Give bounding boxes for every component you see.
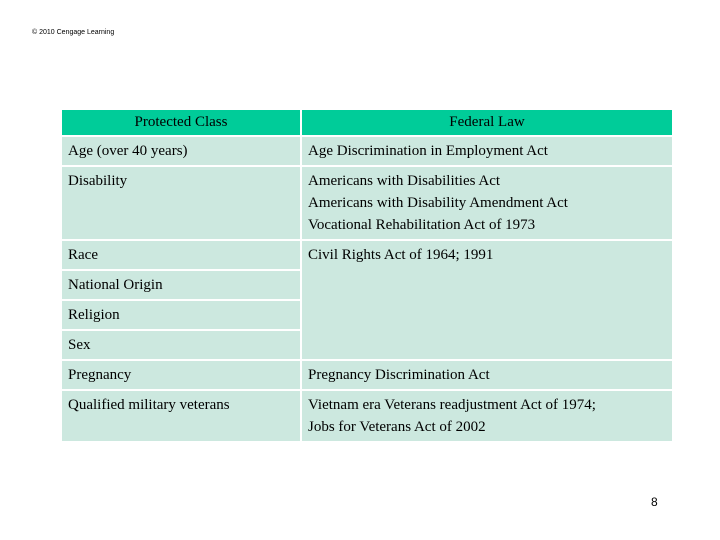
class-cell-national-origin: National Origin (62, 271, 300, 299)
table-header-row (62, 110, 672, 135)
law-line: Americans with Disability Amendment Act (308, 195, 568, 211)
law-line: Vocational Rehabilitation Act of 1973 (308, 217, 536, 233)
class-cell-race: Race (62, 241, 300, 269)
table-row (62, 391, 672, 441)
law-line: Vietnam era Veterans readjustment Act of 1974; (308, 397, 596, 413)
header-protected-class: Protected Class (62, 110, 300, 135)
class-cell-pregnancy: Pregnancy (62, 361, 300, 389)
page-number: 8 (651, 495, 658, 509)
law-line: Americans with Disabilities Act (308, 173, 501, 189)
class-cell-religion: Religion (62, 301, 300, 329)
law-cell-pregnancy: Pregnancy Discrimination Act (302, 361, 672, 389)
table-row (62, 241, 672, 269)
class-cell-veterans: Qualified military veterans (62, 391, 300, 441)
header-federal-law: Federal Law (302, 110, 672, 135)
table-row (62, 361, 672, 389)
law-cell-veterans (302, 391, 672, 441)
law-cell-disability (302, 167, 672, 239)
protected-class-table (60, 108, 674, 443)
law-cell-age: Age Discrimination in Employment Act (302, 137, 672, 165)
class-cell-sex: Sex (62, 331, 300, 359)
table-row (62, 137, 672, 165)
law-line: Jobs for Veterans Act of 2002 (308, 419, 486, 435)
table-row (62, 167, 672, 239)
class-cell-age: Age (over 40 years) (62, 137, 300, 165)
class-cell-disability: Disability (62, 167, 300, 239)
law-cell-civil-rights: Civil Rights Act of 1964; 1991 (302, 241, 672, 359)
copyright-notice: © 2010 Cengage Learning (32, 29, 115, 36)
